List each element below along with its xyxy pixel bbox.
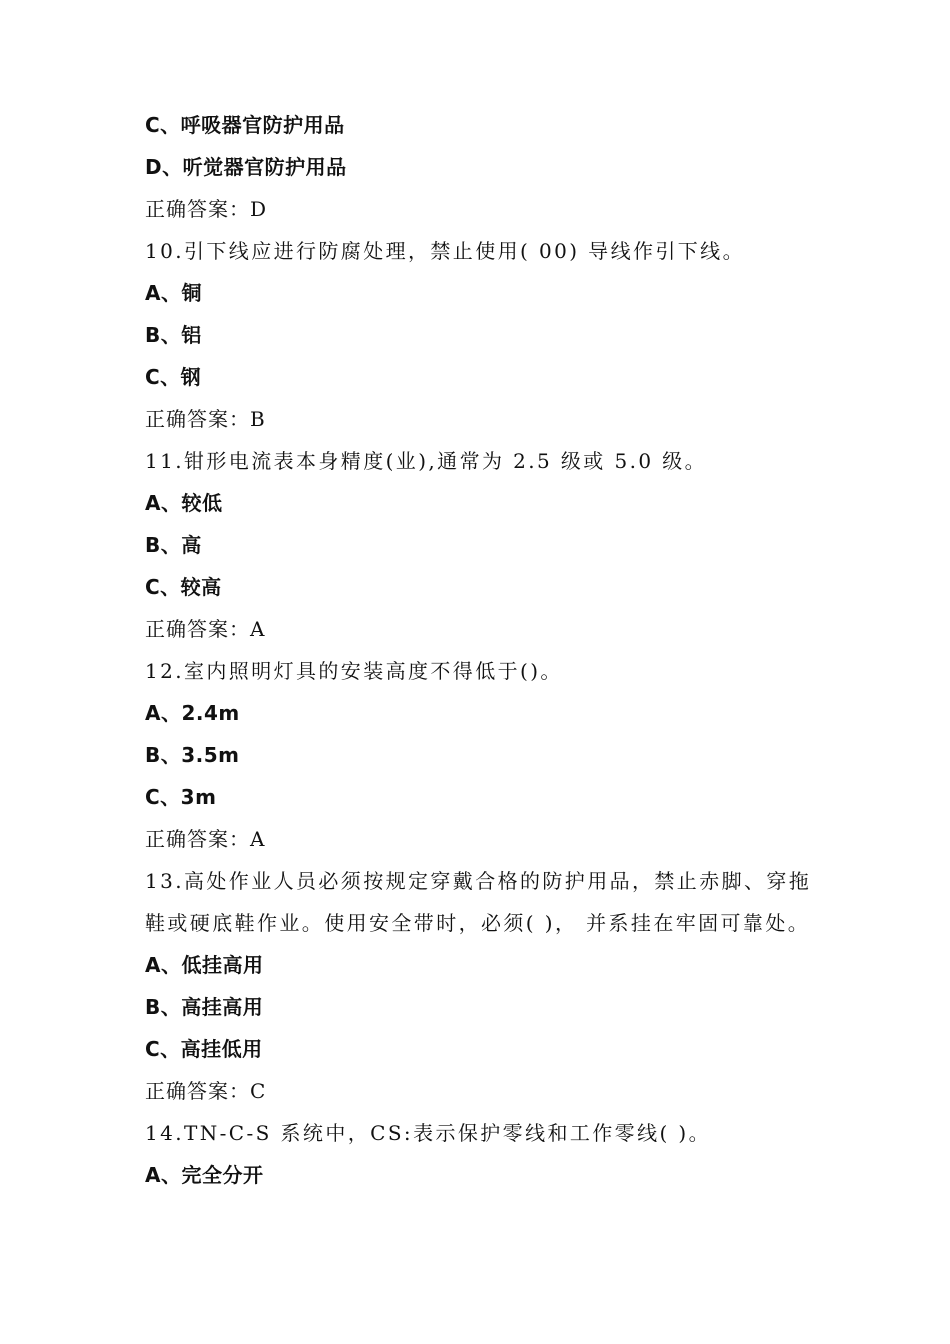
option-line: A、铜 [145, 281, 202, 305]
option-line: B、高 [145, 533, 202, 557]
option-line: A、低挂高用 [145, 953, 264, 977]
option-line: C、较高 [145, 575, 222, 599]
option-line: C、3m [145, 785, 217, 809]
answer-line: 正确答案：D [145, 197, 268, 221]
option-line: B、铝 [145, 323, 202, 347]
answer-line: 正确答案：C [145, 1079, 267, 1103]
option-line: A、完全分开 [145, 1163, 264, 1187]
option-line: B、3.5m [145, 743, 240, 767]
question-line: 14.TN-C-S 系统中，CS:表示保护零线和工作零线( )。 [145, 1121, 712, 1145]
question-line: 13.高处作业人员必须按规定穿戴合格的防护用品，禁止赤脚、穿拖 [145, 869, 812, 893]
answer-line: 正确答案：A [145, 617, 266, 641]
answer-line: 正确答案：B [145, 407, 266, 431]
question-line: 11.钳形电流表本身精度(业),通常为 2.5 级或 5.0 级。 [145, 449, 708, 473]
option-line: C、高挂低用 [145, 1037, 263, 1061]
option-line: B、高挂高用 [145, 995, 264, 1019]
answer-line: 正确答案：A [145, 827, 266, 851]
question-line: 12.室内照明灯具的安装高度不得低于()。 [145, 659, 563, 683]
option-line: A、2.4m [145, 701, 240, 725]
option-line: A、较低 [145, 491, 223, 515]
option-line: D、听觉器官防护用品 [145, 155, 347, 179]
option-line: C、呼吸器官防护用品 [145, 113, 345, 137]
option-line: C、钢 [145, 365, 202, 389]
question-line: 鞋或硬底鞋作业。使用安全带时，必须( )， 并系挂在牢固可靠处。 [145, 911, 811, 935]
question-line: 10.引下线应进行防腐处理，禁止使用( 00) 导线作引下线。 [145, 239, 745, 263]
